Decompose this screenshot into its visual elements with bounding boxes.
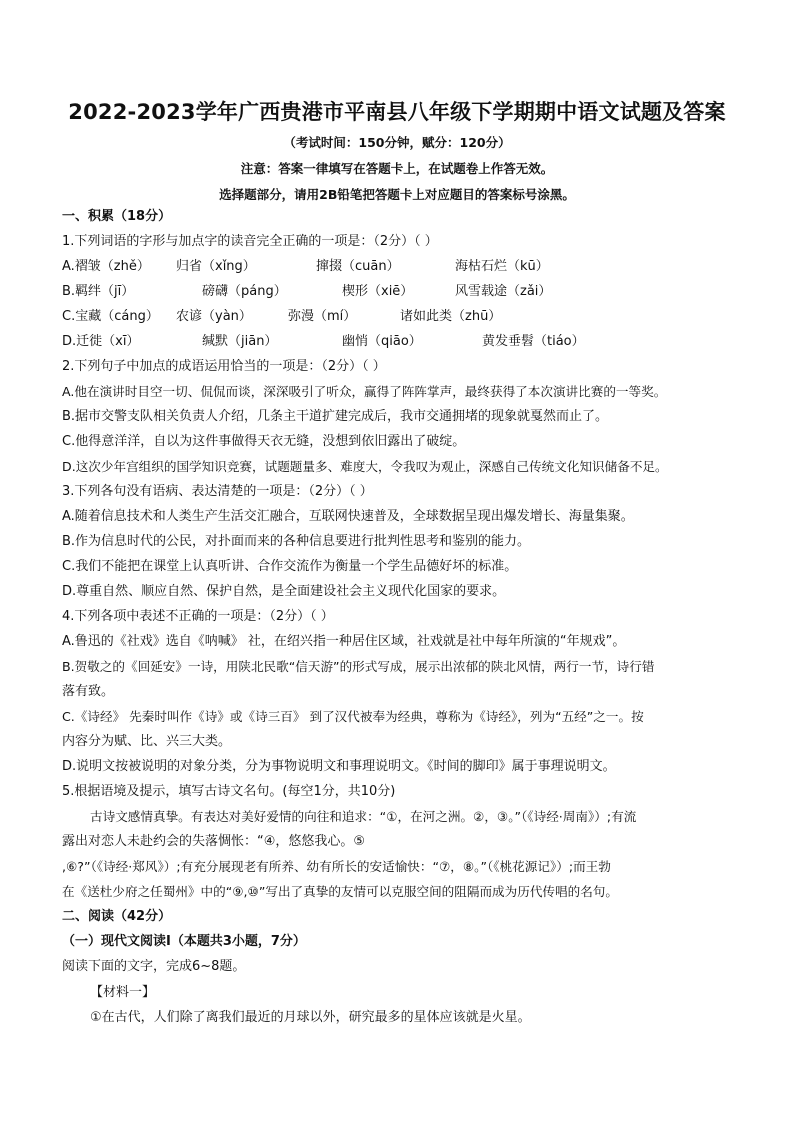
- option-c-continued: 内容分为赋、比、兴三大类。: [62, 734, 232, 749]
- option-a-word: 海枯石烂（kū）: [455, 259, 549, 274]
- option-c-word: 农谚（yàn）: [176, 309, 252, 324]
- notice-answer-card: 注意：答案一律填写在答题卡上，在试题卷上作答无效。: [240, 161, 554, 176]
- paragraph: ①在古代，人们除了离我们最近的月球以外，研究最多的星体应该就是火星。: [90, 1010, 531, 1025]
- question-stem: 5.根据语境及提示，填写古诗文名句。(每空1分，共10分): [62, 784, 396, 799]
- section-heading: 二、阅读（42分）: [62, 909, 172, 924]
- option-b-word: 风雪载途（zǎi）: [455, 284, 552, 299]
- subsection-heading: （一）现代文阅读Ⅰ（本题共3小题，7分）: [62, 934, 306, 949]
- option-b-continued: 落有致。: [62, 684, 115, 699]
- option-b-word: B.羁绊（jī）: [62, 284, 135, 299]
- option-b: B.作为信息时代的公民，对扑面而来的各种信息要进行批判性思考和鉴别的能力。: [62, 534, 531, 549]
- passage-line: ,⑥?”（《诗经·郑风》）;有充分展现老有所养、幼有所长的安适愉快：“⑦，⑧。”（《桃花源记》）;而王勃: [62, 859, 611, 874]
- option-d-word: 幽悄（qiāo）: [342, 334, 422, 349]
- section-heading: 一、积累（18分）: [62, 209, 172, 224]
- page-title: 2022-2023学年广西贵港市平南县八年级下学期期中语文试题及答案: [68, 100, 726, 124]
- option-b-word: 磅礴（páng）: [202, 284, 287, 299]
- option-d-word: 缄默（jiān）: [202, 334, 278, 349]
- passage-line: 露出对恋人未赴约会的失落惆怅：“④，悠悠我心。⑤: [62, 834, 366, 849]
- passage-line: 古诗文感情真挚。有表达对美好爱情的向往和追求：“①，在河之洲。②，③。”（《诗经·周南》）;有流: [90, 809, 637, 824]
- option-b: B.贺敬之的《回延安》一诗，用陕北民歌“信天游”的形式写成，展示出浓郁的陕北风情，两行一节，诗行错: [62, 659, 655, 674]
- option-c: C.我们不能把在课堂上认真听讲、合作交流作为衡量一个学生品德好坏的标准。: [62, 559, 518, 574]
- option-d: D.尊重自然、顺应自然、保护自然，是全面建设社会主义现代化国家的要求。: [62, 584, 506, 599]
- passage-line: 在《送杜少府之任蜀州》中的“⑨,⑩”写出了真挚的友情可以克服空间的阻隔而成为历代传唱的名句。: [62, 884, 618, 899]
- option-c-word: C.宝藏（cáng）: [62, 309, 159, 324]
- notice-pencil: 选择题部分，请用2B铅笔把答题卡上对应题目的答案标号涂黑。: [219, 187, 575, 202]
- option-c: C.《诗经》 先秦时叫作《诗》或《诗三百》 到了汉代被奉为经典，尊称为《诗经》，列为“五经”之一。按: [62, 709, 644, 724]
- reading-instruction: 阅读下面的文字，完成6~8题。: [62, 959, 246, 974]
- option-d: D.这次少年宫组织的国学知识竞赛，试题题量多、难度大，令我叹为观止，深感自己传统文化知识储备不足。: [62, 459, 668, 474]
- option-a-word: 撺掇（cuān）: [316, 259, 400, 274]
- material-label: 【材料一】: [90, 985, 156, 1000]
- option-a: A.随着信息技术和人类生产生活交汇融合，互联网快速普及，全球数据呈现出爆发增长、海量集聚。: [62, 509, 634, 524]
- question-stem: 1.下列词语的字形与加点字的读音完全正确的一项是：（2分）（ ）: [62, 234, 438, 249]
- exam-info: （考试时间：150分钟，赋分：120分）: [283, 135, 511, 150]
- option-c-word: 弥漫（mí）: [288, 309, 357, 324]
- option-d: D.说明文按被说明的对象分类，分为事物说明文和事理说明文。《时间的脚印》属于事理说明文。: [62, 759, 616, 774]
- question-stem: 2.下列句子中加点的成语运用恰当的一项是：（2分）（ ）: [62, 359, 386, 374]
- option-a: A.鲁迅的《社戏》选自《呐喊》 社，在绍兴指一种居住区域，社戏就是社中每年所演的“年规戏”。: [62, 634, 626, 649]
- option-a: A.他在演讲时目空一切、侃侃而谈，深深吸引了听众，赢得了阵阵掌声，最终获得了本次演讲比赛的一等奖。: [62, 384, 667, 399]
- option-d-word: D.迁徙（xī）: [62, 334, 140, 349]
- option-c-word: 诸如此类（zhū）: [400, 309, 502, 324]
- option-a-word: 归省（xǐng）: [176, 259, 256, 274]
- option-a-word: A.褶皱（zhě）: [62, 259, 150, 274]
- option-b-word: 楔形（xiē）: [342, 284, 414, 299]
- option-b: B.据市交警支队相关负责人介绍，几条主干道扩建完成后，我市交通拥堵的现象就戛然而止了。: [62, 409, 609, 424]
- question-stem: 3.下列各句没有语病、表达清楚的一项是：（2分）（ ）: [62, 484, 373, 499]
- option-c: C.他得意洋洋，自以为这件事做得天衣无缝，没想到依旧露出了破绽。: [62, 434, 466, 449]
- question-stem: 4.下列各项中表述不正确的一项是：（2分）（ ）: [62, 609, 334, 624]
- option-d-word: 黄发垂髫（tiáo）: [482, 334, 585, 349]
